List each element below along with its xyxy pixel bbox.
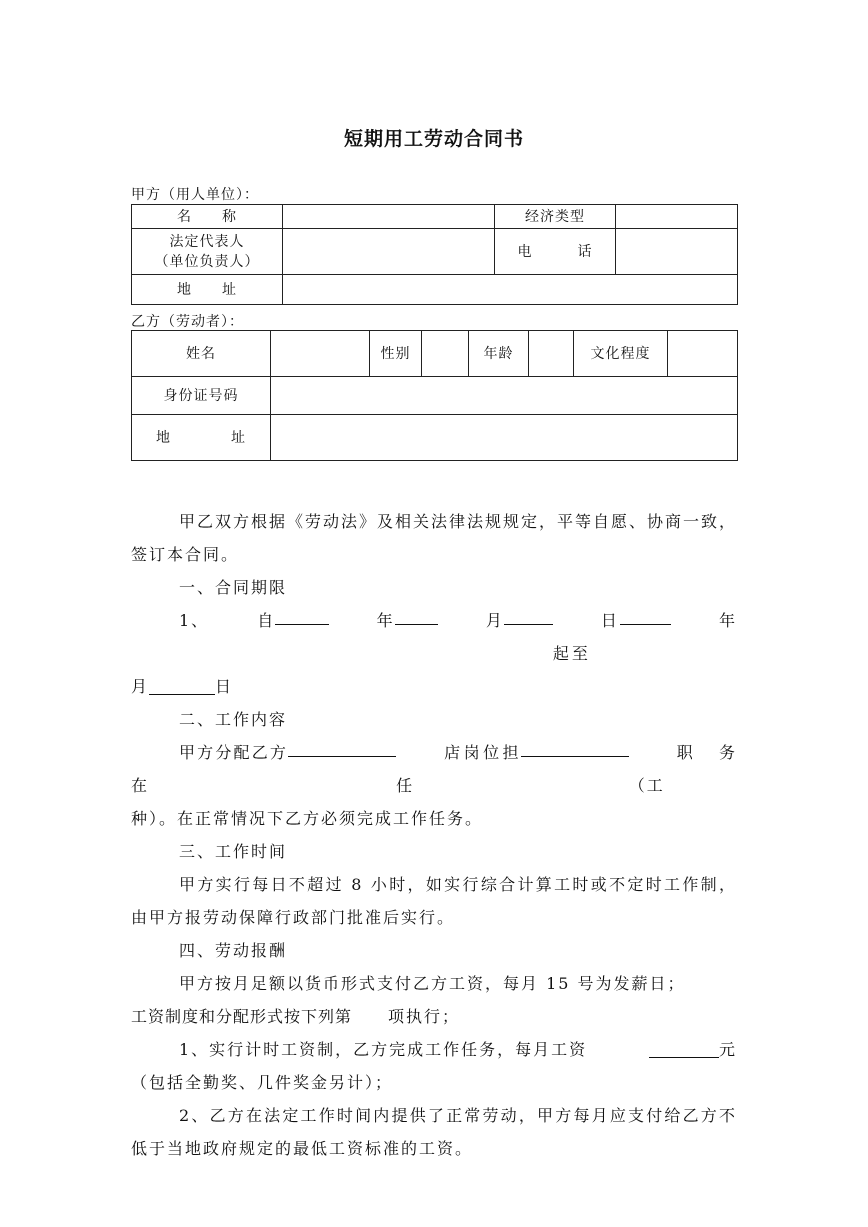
term-month2: 月: [131, 677, 150, 696]
position-blank[interactable]: [521, 736, 629, 757]
term-day1: 日起至: [552, 611, 620, 663]
work-content-c: 职务（工: [628, 743, 737, 795]
party-a-phone-label: 电 话: [495, 229, 616, 275]
term-month1: 月: [485, 611, 504, 630]
monthly-wage-blank[interactable]: [649, 1037, 719, 1058]
contract-term-line-2: [131, 670, 737, 703]
party-a-table: [131, 204, 738, 305]
hourly-wage-line-2: （包括全勤奖、几件奖金另计）；: [131, 1073, 394, 1092]
party-a-phone-field[interactable]: [616, 229, 738, 275]
party-b-gender-label: 性别: [370, 331, 422, 377]
hourly-wage-tail: [601, 1033, 737, 1066]
party-a-name-label: 名 称: [132, 205, 283, 229]
salary-method-b: 项执行；: [388, 1007, 461, 1026]
term-day2: 日: [215, 677, 234, 696]
party-a-econ-type-field[interactable]: [616, 205, 738, 229]
party-a-name-field[interactable]: [283, 205, 495, 229]
end-month-blank[interactable]: [149, 674, 215, 695]
document-title: 短期用工劳动合同书: [343, 128, 524, 150]
party-b-table: [131, 330, 738, 461]
party-b-address-field[interactable]: [271, 415, 738, 461]
party-b-age-label: 年龄: [469, 331, 529, 377]
term-year1: 年: [376, 611, 395, 630]
section-4-heading: 四、劳动报酬: [179, 941, 288, 960]
salary-paragraph: 甲方按月足额以货币形式支付乙方工资，每月 15 号为发薪日；: [179, 974, 686, 993]
party-b-label: 乙方（劳动者）：: [131, 314, 244, 330]
party-a-rep-label: [132, 229, 283, 275]
end-year-blank[interactable]: [620, 604, 671, 625]
term-year2: 年: [718, 611, 737, 630]
party-b-age-field[interactable]: [529, 331, 574, 377]
party-b-education-field[interactable]: [668, 331, 738, 377]
intro-paragraph: 甲乙双方根据《劳动法》及相关法律法规规定，平等自愿、协商一致，签订本合同。: [131, 512, 738, 564]
hourly-wage-a: 1、实行计时工资制，乙方完成工作任务，每月工资: [179, 1040, 588, 1059]
term-from: 自: [257, 611, 276, 630]
contract-body: [131, 505, 737, 1165]
party-b-name-label: 姓名: [132, 331, 271, 377]
party-a-rep-field[interactable]: [283, 229, 495, 275]
section-2-heading: 二、工作内容: [179, 710, 288, 729]
party-a-label: 甲方（用人单位）：: [131, 187, 259, 203]
party-a-rep-label-line2: （单位负责人）: [154, 253, 260, 270]
party-b-gender-field[interactable]: [422, 331, 469, 377]
term-num: 1、: [179, 611, 210, 630]
party-b-name-field[interactable]: [271, 331, 370, 377]
start-month-blank[interactable]: [395, 604, 438, 625]
work-content-a: 甲方分配乙方在: [131, 743, 288, 795]
party-b-address-label: 地 址: [132, 415, 271, 461]
party-a-address-label: 地 址: [132, 275, 283, 305]
party-a-address-field[interactable]: [283, 275, 738, 305]
party-b-id-field[interactable]: [271, 377, 738, 415]
salary-method-line: [131, 1000, 737, 1033]
work-time-paragraph: 甲方实行每日不超过 8 小时，如实行综合计算工时或不定时工作制，由甲方报劳动保障行政部门批准后实行。: [131, 875, 737, 927]
section-3-heading: 三、工作时间: [179, 842, 288, 861]
minimum-wage-paragraph: 2、乙方在法定工作时间内提供了正常劳动，甲方每月应支付给乙方不低于当地政府规定的最低工资标准的工资。: [131, 1106, 737, 1158]
work-content-line: [131, 736, 737, 802]
contract-term-line: [131, 604, 737, 670]
section-1-heading: 一、合同期限: [179, 578, 288, 597]
party-b-education-label: 文化程度: [574, 331, 668, 377]
store-blank[interactable]: [288, 736, 396, 757]
party-a-econ-type-label: 经济类型: [495, 205, 616, 229]
hourly-wage-line: [131, 1033, 737, 1066]
party-a-rep-label-line1: 法定代表人: [169, 233, 245, 250]
start-year-blank[interactable]: [275, 604, 328, 625]
party-b-id-label: 身份证号码: [132, 377, 271, 415]
work-content-line-2: 种）。在正常情况下乙方必须完成工作任务。: [131, 809, 484, 828]
start-day-blank[interactable]: [504, 604, 553, 625]
salary-method-a: 工资制度和分配形式按下列第: [131, 1007, 353, 1026]
hourly-wage-b: 元: [718, 1040, 737, 1059]
work-content-b: 店岗位担任: [396, 743, 521, 795]
